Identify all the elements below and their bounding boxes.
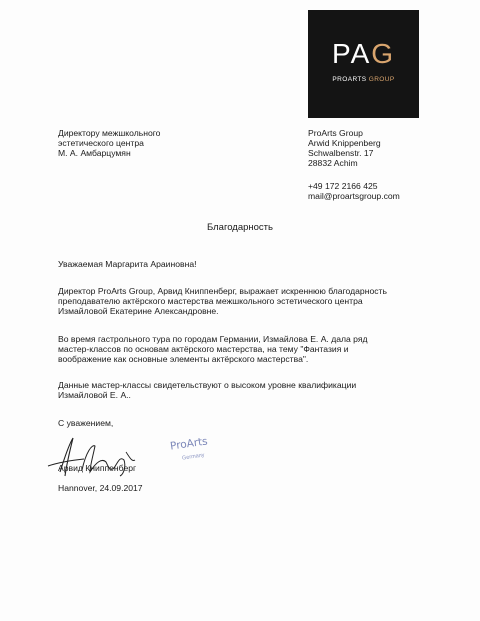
stamp-subtext: Germany bbox=[181, 452, 205, 462]
contact-block bbox=[308, 181, 400, 201]
paragraph-line: Во время гастрольного тура по городам Германии, Измайлова Е. А. дала ряд bbox=[58, 334, 368, 344]
recipient-line: эстетического центра bbox=[58, 138, 144, 148]
sender-line: Arwid Knippenberg bbox=[308, 138, 381, 148]
proarts-group-logo bbox=[308, 10, 419, 118]
paragraph-line: Данные мастер-классы свидетельствуют о высоком уровне квалификации bbox=[58, 380, 357, 390]
logo-mark: PAG bbox=[331, 38, 396, 69]
sender-line: Schwalbenstr. 17 bbox=[308, 148, 374, 158]
paragraph-line: мастер-классов по основам актёрского мастерства, на тему "Фантазия и bbox=[58, 344, 349, 354]
paragraph-1 bbox=[58, 286, 387, 316]
paragraph-2 bbox=[58, 334, 368, 364]
paragraph-3 bbox=[58, 380, 356, 400]
email-address: mail@proartsgroup.com bbox=[308, 191, 400, 201]
proarts-stamp bbox=[162, 434, 232, 470]
phone-number: +49 172 2166 425 bbox=[308, 181, 378, 191]
sender-line: 28832 Achim bbox=[308, 158, 358, 168]
greeting: Уважаемая Маргарита Араиновна! bbox=[58, 259, 197, 269]
recipient-line: Директору межшкольного bbox=[58, 128, 161, 138]
paragraph-line: преподавателю актёрского мастерства межшкольного эстетического центра bbox=[58, 296, 363, 306]
closing-regards: С уважением, bbox=[58, 418, 114, 428]
recipient-line: М. А. Амбарцумян bbox=[58, 148, 131, 158]
paragraph-line: воображение как основные элементы актёрского мастерства". bbox=[58, 354, 309, 364]
paragraph-line: Директор ProArts Group, Арвид Книппенберг, выражает искреннюю благодарность bbox=[58, 286, 387, 296]
place-and-date: Hannover, 24.09.2017 bbox=[58, 483, 143, 493]
paragraph-line: Измайловой Е. А.. bbox=[58, 390, 131, 400]
logo-subtitle: PROARTS GROUP bbox=[332, 76, 395, 83]
signatory-name: Арвид Книппенберг bbox=[58, 463, 137, 473]
stamp-text: ProArts bbox=[169, 435, 209, 453]
recipient-block bbox=[58, 128, 160, 158]
sender-line: ProArts Group bbox=[308, 128, 363, 138]
sender-address-block bbox=[308, 128, 381, 168]
paragraph-line: Измайловой Екатерине Александровне. bbox=[58, 306, 219, 316]
letter-title: Благодарность bbox=[207, 222, 273, 233]
